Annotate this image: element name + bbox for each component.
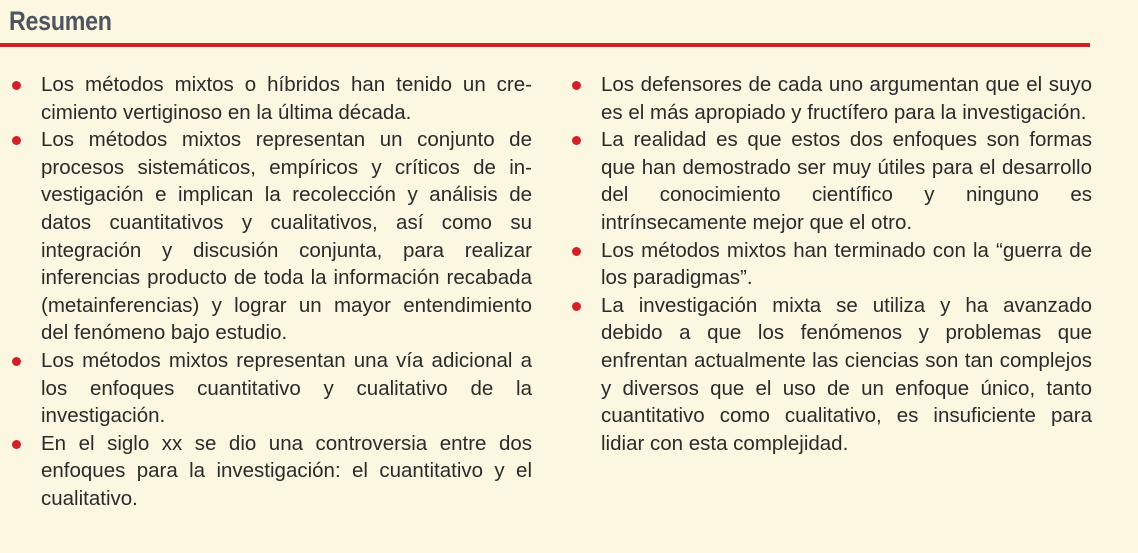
summary-list-left	[12, 71, 532, 513]
bullet-dot-icon	[12, 81, 21, 90]
bullet-dot-icon	[572, 302, 581, 311]
bullet-dot-icon	[12, 440, 21, 449]
summary-list-right	[572, 71, 1092, 457]
list-item	[12, 71, 532, 126]
list-item	[572, 292, 1092, 458]
list-item	[12, 347, 532, 430]
list-item-text: La realidad es que estos dos enfoques son formas que han demostrado ser muy útiles para el desarrollo del conocimiento científico y ninguno es intrínsecamente mejor que el otro.	[601, 128, 1092, 234]
list-item-text: Los métodos mixtos han terminado con la “guerra de los paradigmas”.	[601, 238, 1092, 290]
list-item-text: Los métodos mixtos representan una vía adicional a los enfoques cuantitativo y cualitativo de la investigación.	[41, 348, 532, 428]
list-item-text: Los métodos mixtos o híbridos han tenido un crecimiento vertiginoso en la última década.	[41, 73, 532, 124]
list-item-text: Los métodos mixtos representan un conjunto de procesos sistemáticos, empíricos y críticos de investigación e implican la recolección y análisis de datos cuantitativos y cualitativos, así como su integración y discusión conjunta, para realizar inferencias producto de toda la información recabada (metainferencias) y lograr un mayor entendimiento del fenómeno bajo estudio.	[41, 128, 532, 345]
bullet-dot-icon	[572, 136, 581, 145]
list-item-text: En el siglo xx se dio una controversia entre dos enfoques para la investigación: el cuantitativo y el cualitativo.	[41, 431, 532, 510]
list-item-text: La investigación mixta se utiliza y ha avanzado debido a que los fenómenos y problemas que enfrentan actualmente las ciencias son tan complejos y diversos que el uso de un enfoque único, tanto cuantitativo como cualitativo, es insuficiente para lidiar con esta complejidad.	[601, 293, 1092, 455]
list-item	[572, 71, 1092, 126]
bullet-dot-icon	[572, 81, 581, 90]
bullet-dot-icon	[12, 136, 21, 145]
list-item-text: Los defensores de cada uno argumentan que el suyo es el más apropiado y fructífero para la investigación.	[601, 73, 1092, 124]
list-item	[572, 126, 1092, 236]
list-item	[12, 126, 532, 347]
title-divider	[0, 43, 1090, 47]
bullet-dot-icon	[572, 247, 581, 256]
list-item	[572, 237, 1092, 292]
summary-header	[0, 0, 1090, 48]
section-title: Resumen	[9, 6, 112, 36]
list-item	[12, 430, 532, 513]
bullet-dot-icon	[12, 357, 21, 366]
